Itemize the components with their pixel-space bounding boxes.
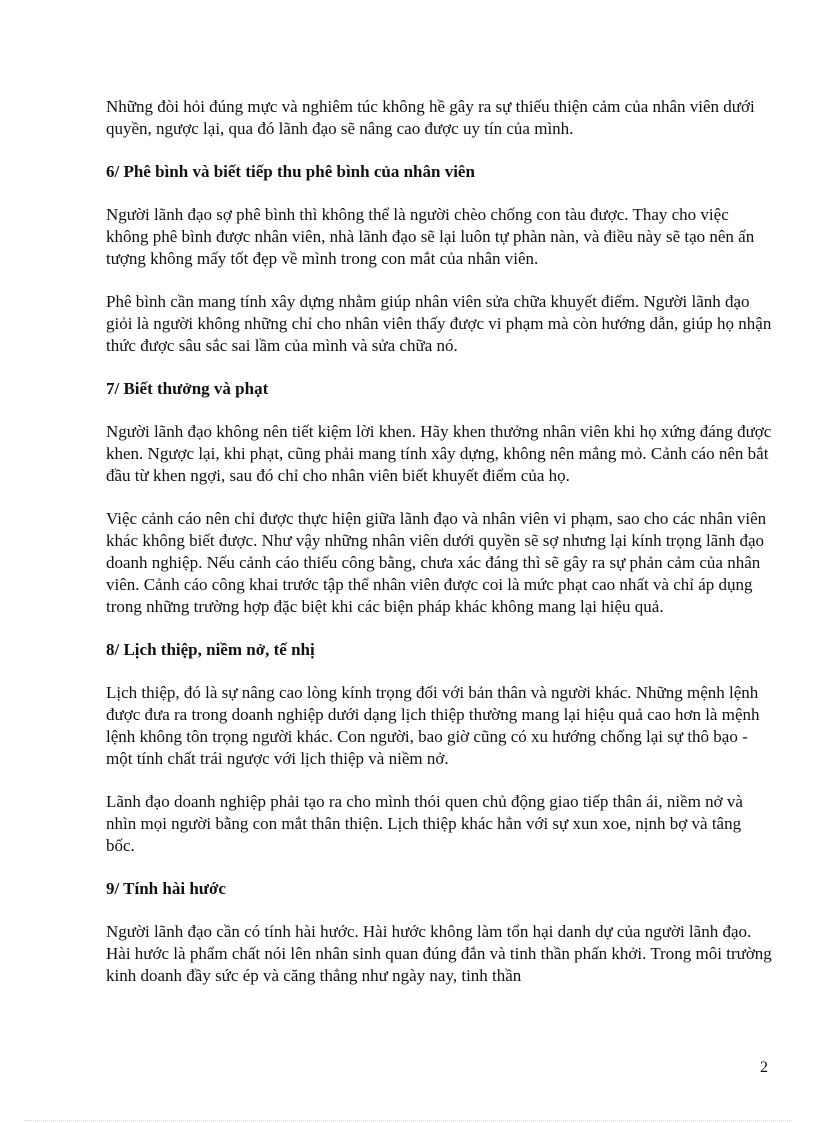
section-heading-7: 7/ Biết thưởng và phạt xyxy=(106,379,269,398)
paragraph: Lãnh đạo doanh nghiệp phải tạo ra cho mình thói quen chủ động giao tiếp thân ái, niềm nở và nhìn mọi người bằng con mắt thân thiện. Lịch thiệp khác hẳn với sự xun xoe, nịnh bợ và tâng bốc. xyxy=(106,792,743,855)
section-heading-9: 9/ Tính hài hước xyxy=(106,879,226,898)
paragraph: Phê bình cần mang tính xây dựng nhằm giúp nhân viên sửa chữa khuyết điểm. Người lãnh đạo giỏi là người không những chỉ cho nhân viên thấy được vi phạm mà còn hướng dẫn, giúp họ nhận thức được sâu sắc sai lầm của mình và sửa chữa nó. xyxy=(106,292,772,355)
section-heading-8: 8/ Lịch thiệp, niềm nở, tế nhị xyxy=(106,640,315,659)
paragraph: Người lãnh đạo cần có tính hài hước. Hài hước không làm tổn hại danh dự của người lãnh đạo. Hài hước là phẩm chất nói lên nhân sinh quan đúng đắn và tinh thần phấn khởi. Trong môi trường kinh doanh đầy sức ép và căng thẳng như ngày nay, tinh thần xyxy=(106,922,772,985)
paragraph: Việc cảnh cáo nên chỉ được thực hiện giữa lãnh đạo và nhân viên vi phạm, sao cho các nhân viên khác không biết được. Như vậy những nhân viên dưới quyền sẽ sợ nhưng lại kính trọng lãnh đạo doanh nghiệp. Nếu cảnh cáo thiếu công bằng, chưa xác đáng thì sẽ gây ra sự phản cảm của nhân viên. Cảnh cáo công khai trước tập thể nhân viên được coi là mức phạt cao nhất và chỉ áp dụng trong những trường hợp đặc biệt khi các biện pháp khác không mang lại hiệu quả. xyxy=(106,509,767,616)
paragraph: Lịch thiệp, đó là sự nâng cao lòng kính trọng đối với bản thân và người khác. Những mệnh lệnh được đưa ra trong doanh nghiệp dưới dạng lịch thiệp thường mang lại hiệu quả cao hơn là mệnh lệnh không tôn trọng người khác. Con người, bao giờ cũng có xu hướng chống lại sự thô bạo - một tính chất trái ngược với lịch thiệp và niềm nở. xyxy=(106,683,760,768)
section-heading-6: 6/ Phê bình và biết tiếp thu phê bình của nhân viên xyxy=(106,162,475,181)
page-bottom-edge xyxy=(24,1120,792,1121)
paragraph: Những đòi hỏi đúng mực và nghiêm túc không hề gây ra sự thiếu thiện cảm của nhân viên dưới quyền, ngược lại, qua đó lãnh đạo sẽ nâng cao được uy tín của mình. xyxy=(106,97,755,138)
document-body xyxy=(106,96,774,1008)
paragraph: Người lãnh đạo sợ phê bình thì không thể là người chèo chống con tàu được. Thay cho việc không phê bình được nhân viên, nhà lãnh đạo sẽ lại luôn tự phàn nàn, và điều này sẽ tạo nên ấn tượng không mấy tốt đẹp về mình trong con mắt của nhân viên. xyxy=(106,205,755,268)
paragraph: Người lãnh đạo không nên tiết kiệm lời khen. Hãy khen thưởng nhân viên khi họ xứng đáng được khen. Ngược lại, khi phạt, cũng phải mang tính xây dựng, không nên mắng mỏ. Cảnh cáo nên bắt đầu từ khen ngợi, sau đó chỉ cho nhân viên biết khuyết điểm của họ. xyxy=(106,422,772,485)
page-number: 2 xyxy=(760,1059,768,1076)
